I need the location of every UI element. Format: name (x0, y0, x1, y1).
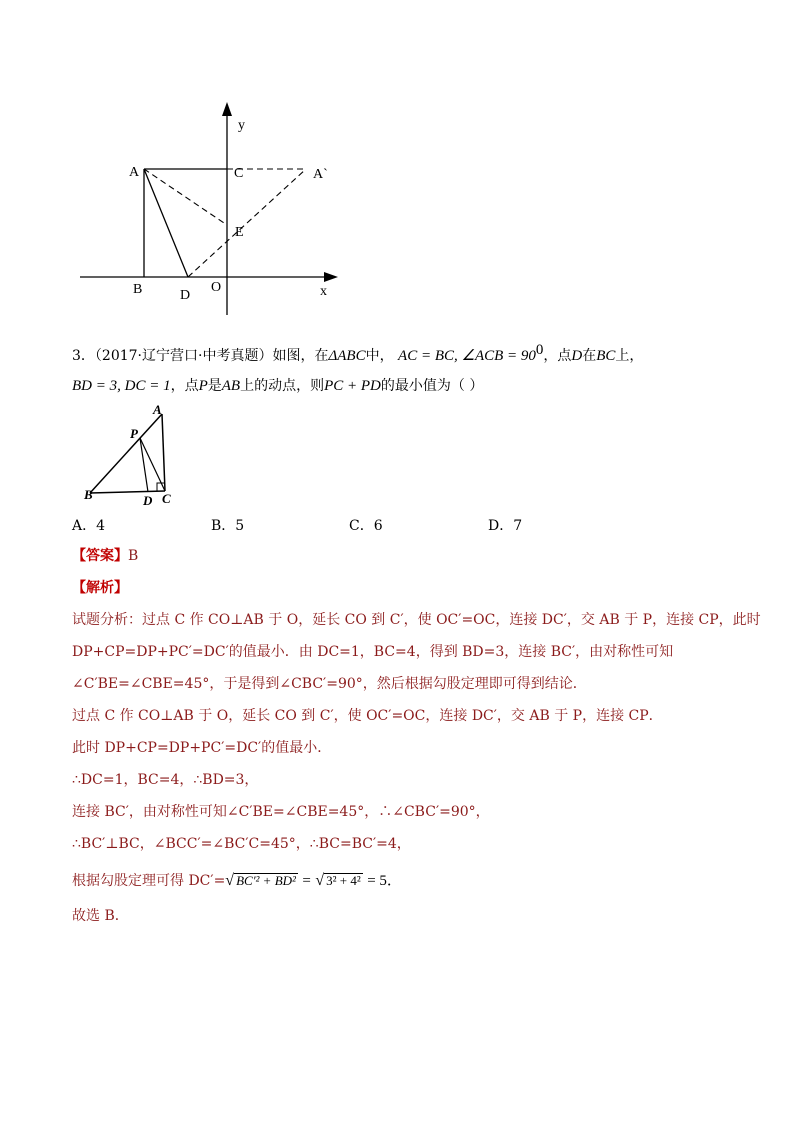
y-axis-arrow-icon (222, 102, 232, 116)
option-a: A．4 (72, 518, 106, 534)
condition-2: BD = 3, DC = 1 (72, 378, 171, 394)
condition-1: AC = BC, ∠ACB = 90 (398, 348, 536, 364)
segment-AD (144, 169, 188, 277)
question-source: （2017·辽宁营口·中考真题）如图，在 (94, 348, 329, 364)
formula-radicand-1: BC′² + BD² (236, 873, 296, 888)
formula-result: = 5． (367, 873, 402, 889)
question-line-2 (72, 376, 483, 396)
fig2-label-B: B (84, 487, 93, 502)
segment-AB-text: AB (221, 378, 241, 394)
fig2-label-C: C (162, 491, 171, 506)
fig1-label-E: E (235, 225, 244, 240)
segment-AE (144, 169, 227, 225)
q-text: 在 (582, 348, 597, 364)
point-D: D (571, 348, 583, 364)
analysis-line-5: 此时 DP+CP=DP+PC′=DC′的值最小． (72, 740, 332, 756)
fig1-label-B: B (133, 282, 143, 297)
segment-AB-fig2 (90, 414, 162, 493)
segment-AC-fig2 (162, 414, 165, 491)
q-text: 上的动点，则 (240, 378, 325, 394)
fig1-label-D: D (180, 288, 191, 303)
formula-prefix: 根据勾股定理可得 DC′= (72, 873, 226, 889)
option-b: B．5 (211, 518, 245, 534)
analysis-line-8: ∴BC′⊥BC，∠BCC′=∠BC′C=45°，∴BC=BC′=4， (72, 836, 411, 852)
point-P: P (198, 378, 208, 394)
sqrt-icon: √ (225, 872, 235, 889)
q-text: 上， (615, 348, 644, 364)
triangle-abc: ΔABC (328, 348, 366, 364)
fig2-label-A: A (153, 402, 162, 417)
fig2-label-P: P (130, 426, 138, 441)
analysis-tag-line (72, 578, 128, 598)
fig1-label-O: O (211, 280, 222, 295)
segment-DA-prime (188, 169, 306, 277)
formula-line (72, 871, 402, 891)
question-number: 3 (72, 348, 81, 364)
analysis-line-3: ∠C′BE=∠CBE=45°，于是得到∠CBC′=90°，然后根据勾股定理即可得到结论． (72, 676, 587, 692)
segment-BC: BC (596, 348, 616, 364)
analysis-line-6: ∴DC=1，BC=4，∴BD=3， (72, 772, 259, 788)
fig1-label-C: C (234, 166, 244, 181)
x-axis-arrow-icon (324, 272, 338, 282)
q-text: 是 (207, 378, 222, 394)
expression-pc-pd: PC + PD (324, 378, 381, 394)
answer-value: B (128, 548, 139, 564)
analysis-line-2: DP+CP=DP+PC′=DC′的值最小．由 DC=1，BC=4，得到 BD=3，连接 BC′，由对称性可知 (72, 644, 674, 660)
option-d: D．7 (488, 518, 523, 534)
sqrt-icon: √ (315, 872, 325, 889)
question-line-1: 3．（2017·辽宁营口·中考真题）如图，在ΔABC中， AC = BC, ∠ACB = $90^0$，点D在BC上， (72, 342, 644, 364)
conclusion-line: 故选 B． (72, 908, 129, 924)
formula-radicand-2: 3² + 4² (326, 873, 361, 888)
answer-line (72, 546, 138, 566)
fig1-label-A: A (129, 165, 140, 180)
q-text: 的最小值为（ ） (380, 378, 484, 394)
answer-tag: 【答案】 (72, 548, 128, 564)
q-text: 中， (365, 348, 394, 364)
analysis-line-7: 连接 BC′，由对称性可知∠C′BE=∠CBE=45°，∴∠CBC′=90°， (72, 804, 490, 820)
segment-BC-fig2 (90, 491, 165, 493)
degree-sup: 0 (535, 342, 544, 358)
fig1-label-y: y (238, 118, 245, 133)
fig1-label-A-prime: A` (313, 167, 328, 182)
analysis-line-1: 试题分析：过点 C 作 CO⊥AB 于 O，延长 CO 到 C′，使 OC′=OC，连接 DC′，交 AB 于 P，连接 CP，此时 (72, 612, 761, 628)
analysis-tag: 【解析】 (72, 580, 128, 596)
fig2-label-D: D (143, 493, 153, 508)
fig1-label-x: x (320, 284, 327, 299)
analysis-line-4: 过点 C 作 CO⊥AB 于 O，延长 CO 到 C′，使 OC′=OC，连接 DC′，交 AB 于 P，连接 CP． (72, 708, 663, 724)
q-text: ，点 (170, 378, 199, 394)
formula-equals: = (302, 873, 311, 889)
q-text: ，点 (543, 348, 572, 364)
option-c: C．6 (349, 518, 383, 534)
